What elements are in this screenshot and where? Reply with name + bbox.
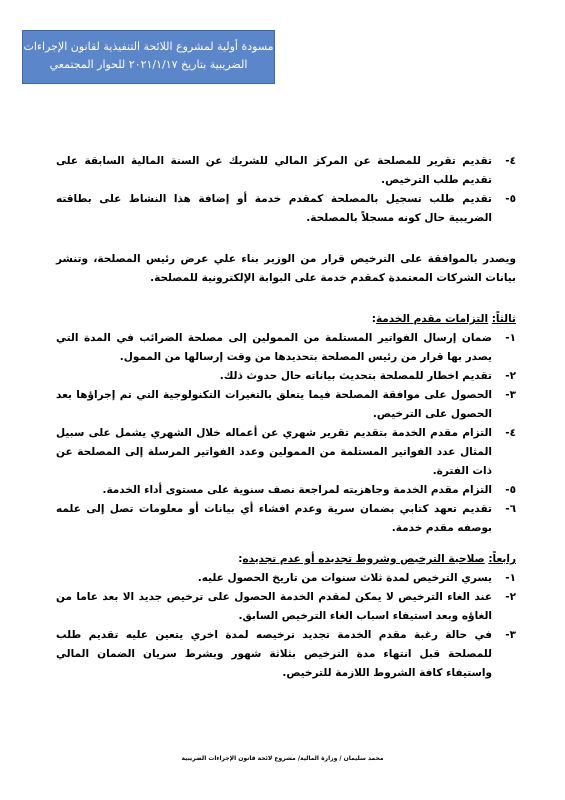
list-item xyxy=(56,481,516,500)
list-item xyxy=(56,367,516,386)
item-number: ١- xyxy=(505,332,516,344)
item-number: ٤- xyxy=(505,155,516,167)
list-item xyxy=(56,386,516,424)
section3-heading-title: التزامات مقدم الخدمة xyxy=(375,313,489,325)
list-item xyxy=(56,588,516,626)
item-number: ٥- xyxy=(505,193,516,205)
section4-heading-number: رابعاً: xyxy=(488,553,516,565)
item-text: الحصول على موافقة المصلحة فيما يتعلق بالتغيرات التكنولوجية التي تم إجراؤها بعد الحصول على الترخيص. xyxy=(56,389,492,420)
list-item xyxy=(56,424,516,481)
section3-heading xyxy=(56,310,516,329)
list-item xyxy=(56,190,516,228)
item-text: تقديم تعهد كتابي بضمان سرية وعدم افشاء أي بيانات أو معلومات تصل إلى علمه بوصفه مقدم خدمة. xyxy=(56,503,492,534)
item-number: ٣- xyxy=(505,389,516,401)
draft-notice-line1: مسودة أولية لمشروع اللائحة التنفيذية لقانون الإجراءات xyxy=(23,40,274,53)
draft-notice-box xyxy=(22,30,275,84)
section3-heading-colon: : xyxy=(371,313,376,325)
item-number: ٥- xyxy=(505,484,516,496)
approval-paragraph: ويصدر بالموافقة على الترخيص قرار من الوزير بناء علي عرض رئيس المصلحة، وتنشر بيانات الشركات المعتمدة كمقدم خدمة على البوابة الإلكترونية للمصلحة. xyxy=(56,253,516,284)
item-text: تقديم تقرير للمصلحة عن المركز المالي للشريك عن السنة المالية السابقة على تقديم طلب الترخيص. xyxy=(56,155,492,186)
item-text: تقديم اخطار للمصلحة بتحديث بياناته حال حدوث ذلك. xyxy=(219,370,492,382)
item-text: ضمان إرسال الفواتير المستلمة من الممولين إلى مصلحة الضرائب في المدة التي يصدر بها قرار من رئيس المصلحة بتحديدها من وقت إرسالها من الممول. xyxy=(56,332,492,363)
item-text: التزام مقدم الخدمة بتقديم تقرير شهري عن أعماله خلال الشهري يشمل على سبيل المثال عدد الفواتير المستلمة من الممولين وعدد الفواتير المرسلة إلى المصلحة عن ذات الفترة. xyxy=(56,427,492,477)
list-item xyxy=(56,500,516,538)
item-text: عند الغاء الترخيص لا يمكن لمقدم الخدمة الحصول على ترخيص جديد الا بعد عاما من الغاؤه وبعد استيفاء اسباب الغاء الترخيص السابق. xyxy=(56,591,492,622)
item-number: ٢- xyxy=(505,370,516,382)
item-number: ٤- xyxy=(505,427,516,439)
list-item xyxy=(56,569,516,588)
list-item xyxy=(56,152,516,190)
item-text: التزام مقدم الخدمة وجاهزيته لمراجعة نصف سنوية على مستوى أداء الخدمة. xyxy=(102,484,492,496)
section4-heading xyxy=(56,550,516,569)
document-body xyxy=(56,152,516,683)
list-item xyxy=(56,329,516,367)
item-number: ٦- xyxy=(505,503,516,515)
draft-notice-line2: الضريبية بتاريخ ٢٠٢١/١/١٧ للحوار المجتمعي xyxy=(49,58,248,71)
item-number: ٣- xyxy=(505,629,516,641)
item-text: في حالة رغبة مقدم الخدمة تجديد ترخيصه لمدة اخري يتعين عليه تقديم طلب للمصلحة قبل انتهاء مدة الترخيص بثلاثة شهور وبشرط سريان الضمان المالي واستيفاء كافة الشروط اللازمة للترخيص. xyxy=(56,629,492,679)
item-number: ١- xyxy=(505,572,516,584)
list-item xyxy=(56,626,516,683)
item-text: تقديم طلب تسجيل بالمصلحة كمقدم خدمة أو إضافة هذا النشاط على بطاقته الضريبية حال كونه مسجلاً بالمصلحة. xyxy=(56,193,492,224)
item-number: ٢- xyxy=(505,591,516,603)
section4-heading-colon: : xyxy=(238,553,243,565)
section3-heading-number: ثالثاً: xyxy=(491,313,516,325)
item-text: يسري الترخيص لمدة ثلاث سنوات من تاريخ الحصول عليه. xyxy=(197,572,492,584)
section4-heading-title: صلاحية الترخيص وشروط تجديده أو عدم تجديده xyxy=(242,553,485,565)
page-footer: محمد سليمان / وزارة المالية/ مشروع لائحة قانون الإجراءات الضريبية xyxy=(181,755,384,762)
